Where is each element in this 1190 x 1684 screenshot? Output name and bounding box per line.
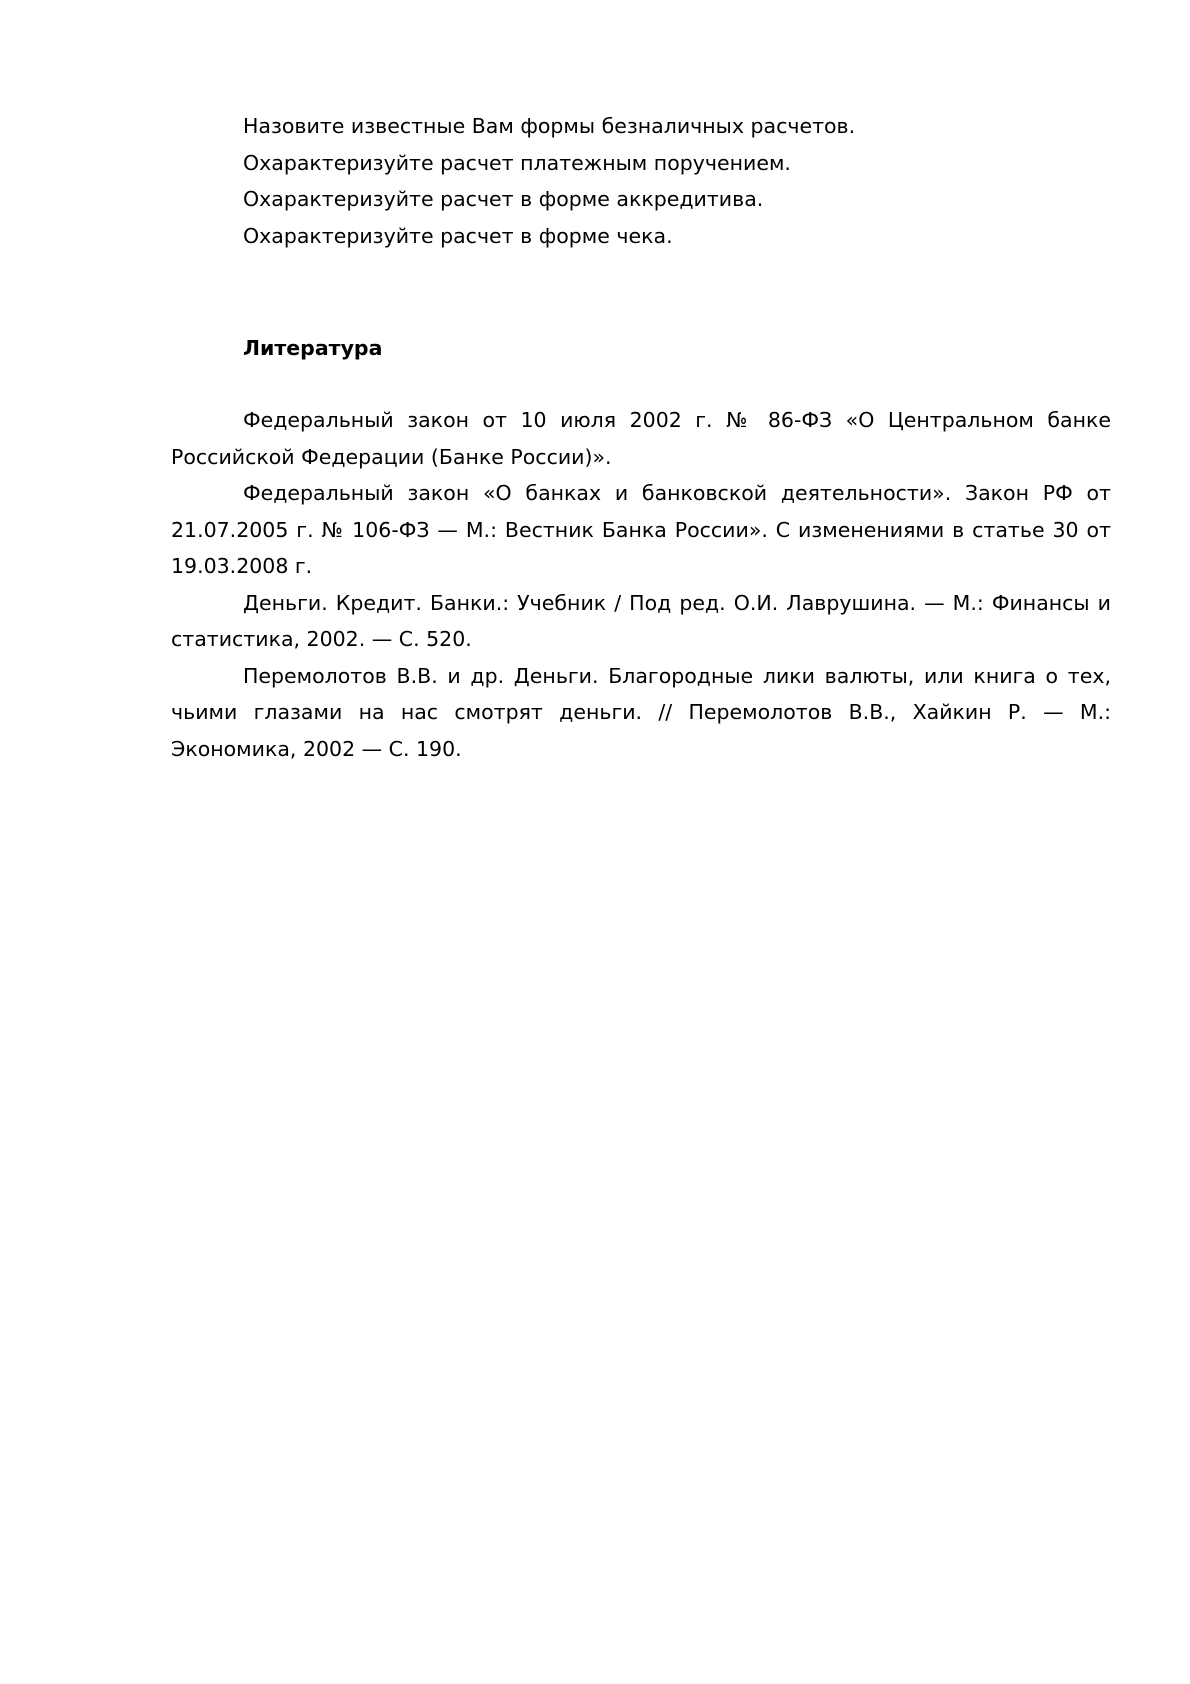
literature-item: Федеральный закон «О банках и банковской деятельности». Закон РФ от 21.07.2005 г. № 106-ФЗ — М.: Вестник Банка России». С изменениями в статье 30 от 19.03.2008 г. [171, 481, 1111, 578]
literature-item: Перемолотов В.В. и др. Деньги. Благородные лики валюты, или книга о тех, чьими глазами на нас смотрят деньги. // Перемолотов В.В., Хайкин Р. — М.: Экономика, 2002 — С. 190. [171, 663, 1111, 761]
question-item: Охарактеризуйте расчет в форме аккредитива. [243, 187, 764, 211]
question-item: Назовите известные Вам формы безналичных расчетов. [243, 114, 856, 138]
literature-item: Деньги. Кредит. Банки.: Учебник / Под ред. О.И. Лаврушина. — М.: Финансы и статистика, 2002. — С. 520. [171, 590, 1111, 651]
literature-item: Федеральный закон от 10 июля 2002 г. № 86-ФЗ «О Центральном банке Российской Федерации (Банке России)». [171, 408, 1111, 469]
literature-heading: Литература [243, 336, 383, 360]
question-item: Охарактеризуйте расчет в форме чека. [243, 223, 673, 248]
literature-list [171, 402, 1111, 767]
review-questions [171, 108, 1111, 254]
question-item: Охарактеризуйте расчет платежным поручением. [243, 150, 791, 175]
